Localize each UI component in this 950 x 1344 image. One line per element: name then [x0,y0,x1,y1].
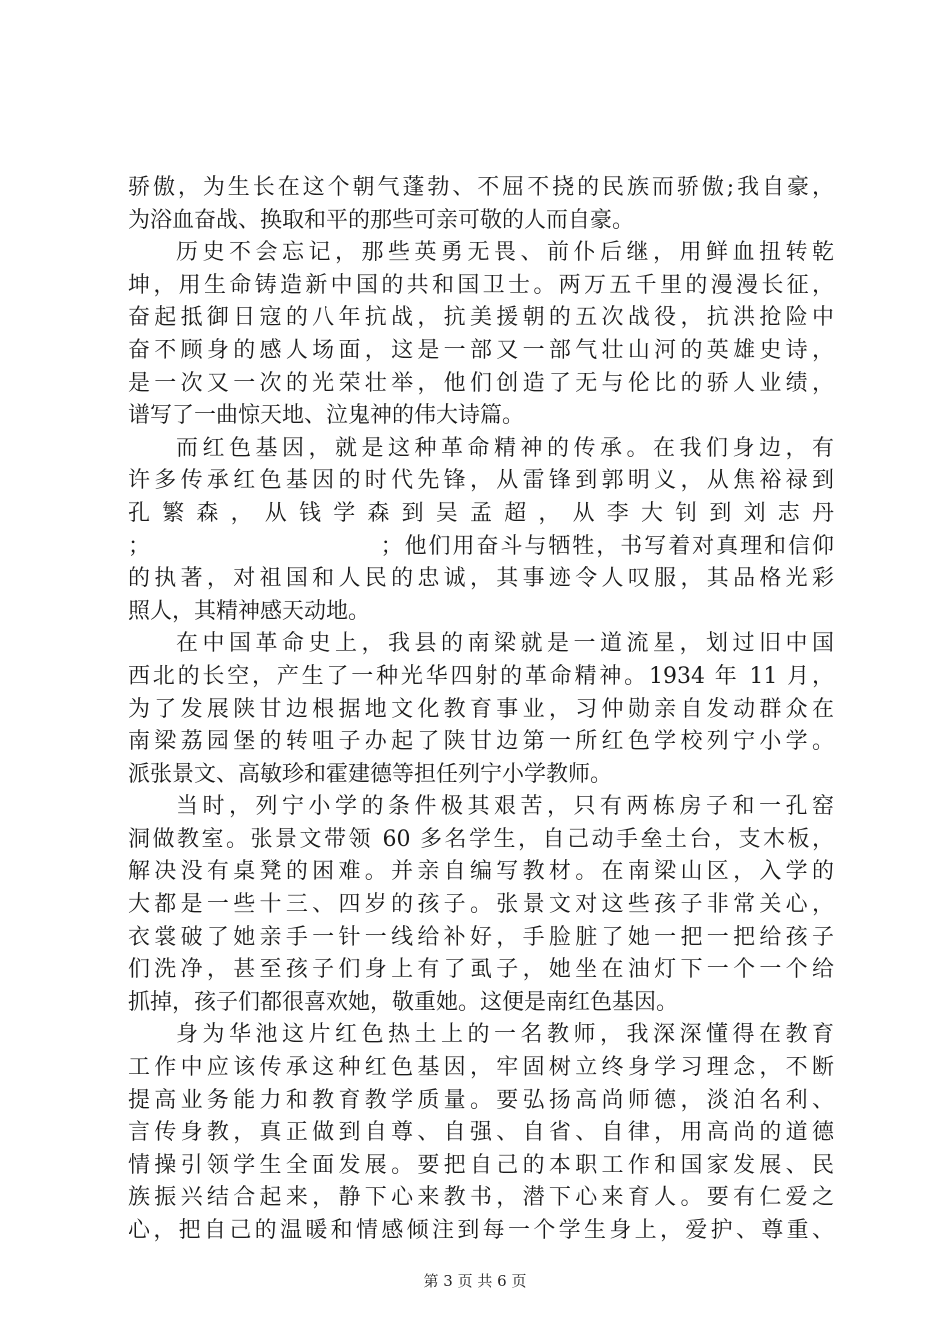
text-line: 为浴血奋战、换取和平的那些可亲可敬的人而自豪。 [128,207,635,233]
text-line: 衣裳破了她亲手一针一线给补好，手脸脏了她一把一把给孩子 [128,924,834,950]
text-line: 抓掉，孩子们都很喜欢她，敬重她。这便是南红色基因。 [128,989,679,1015]
text-line: 派张景文、高敏珍和霍建德等担任列宁小学教师。 [128,761,613,787]
text-line: 提高业务能力和教育教学质量。要弘扬高尚师德，淡泊名利、 [128,1087,834,1113]
text-line: 言传身教，真正做到自尊、自强、自省、自律，用高尚的道德 [128,1120,834,1146]
text-line: 当时，列宁小学的条件极其艰苦，只有两栋房子和一孔窑 [176,794,834,820]
text-line: 的执著，对祖国和人民的忠诚，其事迹令人叹服，其品格光彩 [128,566,834,592]
text-line: 们洗净，甚至孩子们身上有了虱子，她坐在油灯下一个一个给 [128,957,834,983]
text-line: 身为华池这片红色热土上的一名教师，我深深懂得在教育 [176,1022,834,1048]
text-line: 历史不会忘记，那些英勇无畏、前仆后继，用鲜血扭转乾 [176,240,834,266]
text-line: 奋起抵御日寇的八年抗战，抗美援朝的五次战役，抗洪抢险中 [128,305,834,331]
text-line: 洞做教室。张景文带领 60 多名学生，自己动手垒土台，支木板， [128,826,834,852]
text-line: 南梁荔园堡的转咀子办起了陕甘边第一所红色学校列宁小学。 [128,729,834,755]
text-line: 情操引领学生全面发展。要把自己的本职工作和国家发展、民 [128,1152,834,1178]
text-line: 族振兴结合起来，静下心来教书，潜下心来育人。要有仁爱之 [128,1185,834,1211]
text-line: 照人，其精神感天动地。 [128,598,371,624]
text-line: 西北的长空，产生了一种光华四射的革命精神。1934 年 11 月， [128,663,834,689]
text-line: 骄傲，为生长在这个朝气蓬勃、不屈不挠的民族而骄傲;我自豪， [128,175,834,200]
text-line: 谱写了一曲惊天地、泣鬼神的伟大诗篇。 [128,403,525,429]
text-line: 在中国革命史上，我县的南梁就是一道流星，划过旧中国 [176,631,834,657]
text-line: 工作中应该传承这种红色基因，牢固树立终身学习理念，不断 [128,1055,834,1081]
text-line: 为了发展陕甘边根据地文化教育事业，习仲勋亲自发动群众在 [128,696,834,722]
text-line: ； ；他们用奋斗与牺牲，书写着对真理和信仰 [128,533,834,559]
text-line: 坤，用生命铸造新中国的共和国卫士。两万五千里的漫漫长征， [128,272,834,298]
page-footer: 第 3 页 共 6 页 [423,1272,527,1290]
text-line: 奋不顾身的感人场面，这是一部又一部气壮山河的英雄史诗， [128,337,834,363]
body-text [128,172,834,1248]
text-line: 解决没有桌凳的困难。并亲自编写教材。在南梁山区，入学的 [128,859,834,885]
text-line: 而红色基因，就是这种革命精神的传承。在我们身边，有 [176,435,834,461]
text-line: 许多传承红色基因的时代先锋，从雷锋到郭明义，从焦裕禄到 [128,468,834,494]
text-line: 心，把自己的温暖和情感倾注到每一个学生身上，爱护、尊重、 [128,1218,834,1243]
text-line: 大都是一些十三、四岁的孩子。张景文对这些孩子非常关心， [128,892,834,918]
text-line: 孔 繁 森 ， 从 钱 学 森 到 吴 孟 超 ， 从 李 大 钊 到 刘 志 丹 [128,500,834,526]
text-line: 是一次又一次的光荣壮举，他们创造了无与伦比的骄人业绩， [128,370,834,396]
